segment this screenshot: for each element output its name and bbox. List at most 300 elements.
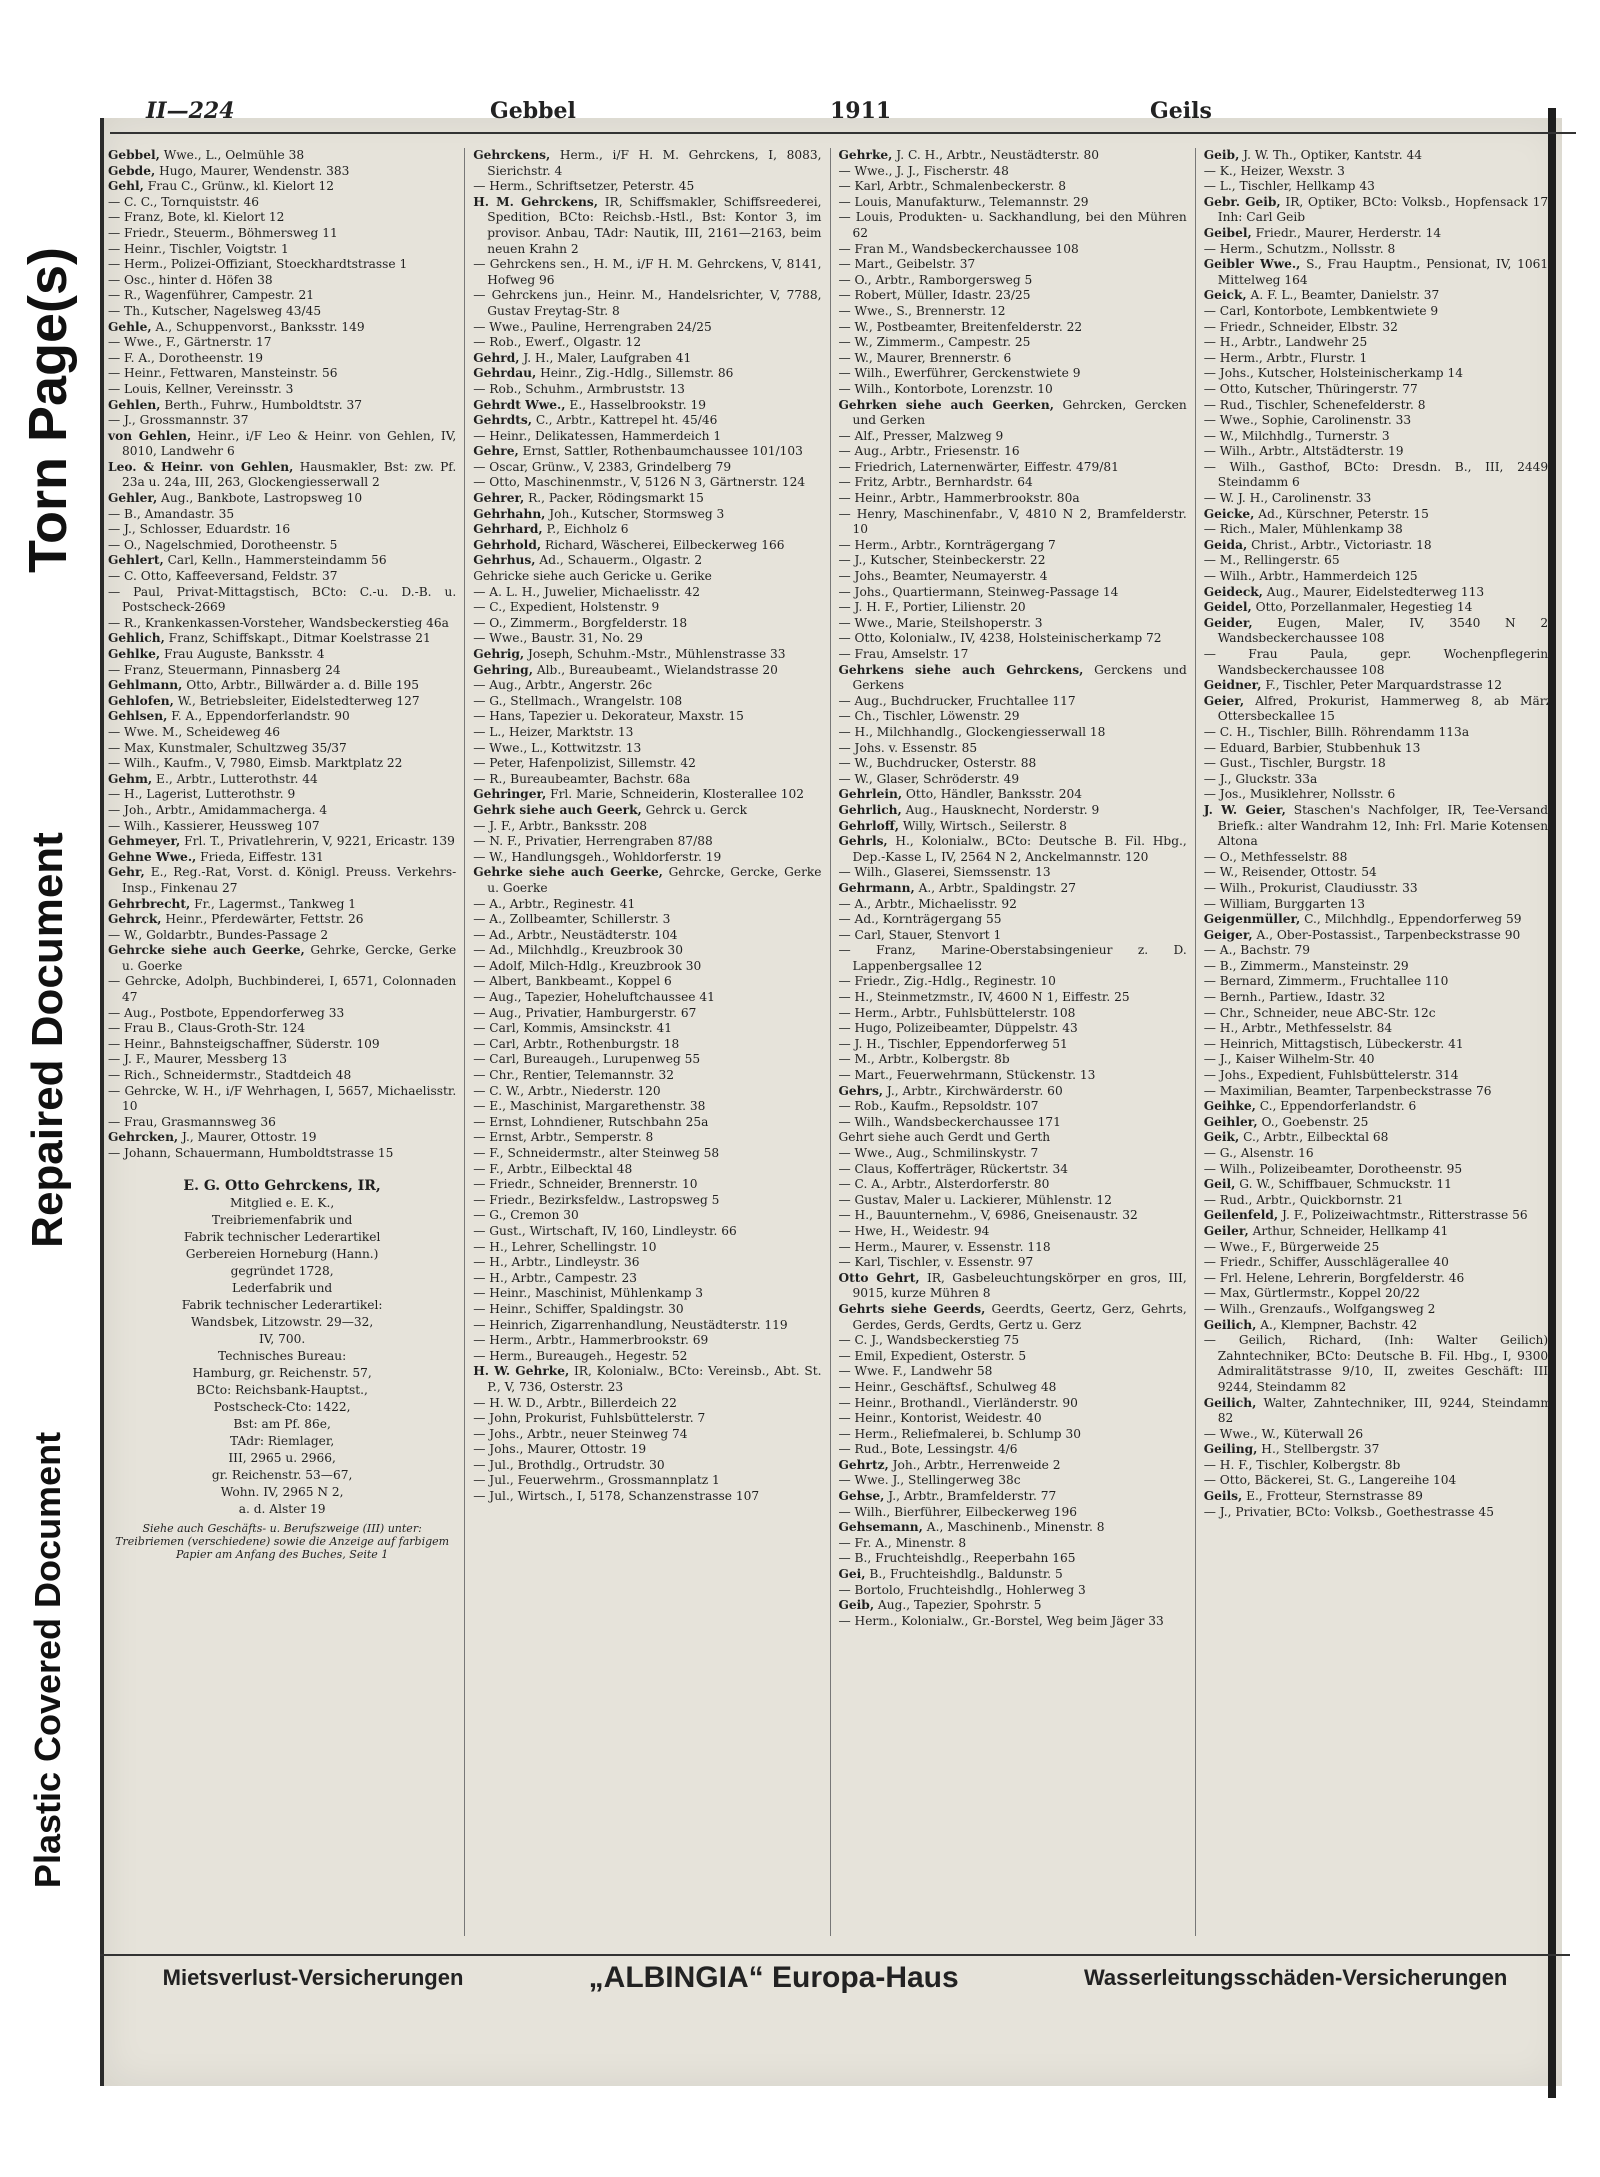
directory-entry: — Louis, Kellner, Vereinsstr. 3 bbox=[108, 381, 294, 396]
directory-entry: Gehsemann, A., Maschinenb., Minenstr. 8 bbox=[838, 1520, 1105, 1535]
directory-entry: — J., Gluckstr. 33a bbox=[1203, 771, 1318, 786]
directory-entry: — Heinrich, Mittagstisch, Lübeckerstr. 41 bbox=[1203, 1036, 1464, 1051]
directory-entry: — Wwe., W., Küterwall 26 bbox=[1203, 1426, 1364, 1441]
directory-entry: Gehlke, Frau Auguste, Banksstr. 4 bbox=[108, 647, 325, 661]
directory-entry: — Gehrcke, W. H., i/F Wehrhagen, I, 5657, Michaelisstr. 10 bbox=[108, 1083, 457, 1114]
directory-entry: Gehrdts, C., Arbtr., Kattrepel ht. 45/46 bbox=[473, 413, 718, 428]
directory-entry: — Th., Kutscher, Nagelsweg 43/45 bbox=[108, 303, 322, 318]
directory-entry: Geibler Wwe., S., Frau Hauptm., Pensionat, IV, 1061, Mittelweg 164 bbox=[1203, 257, 1553, 287]
directory-entry: — Alf., Presser, Malzweg 9 bbox=[838, 428, 1004, 443]
directory-entry: — F., Schneidermstr., alter Steinweg 58 bbox=[473, 1146, 720, 1160]
directory-entry: — Carl, Bureaugeh., Lurupenweg 55 bbox=[473, 1052, 701, 1067]
advertisement-line: Gerbereien Horneburg (Hann.) bbox=[185, 1246, 379, 1261]
directory-entry: — H. F., Tischler, Kolbergstr. 8b bbox=[1203, 1457, 1401, 1472]
directory-entry: — Henry, Maschinenfabr., V, 4810 N 2, Bramfelderstr. 10 bbox=[838, 506, 1187, 537]
advertisement-line: Lederfabrik und bbox=[232, 1280, 333, 1295]
directory-entry: — A. L. H., Juwelier, Michaelisstr. 42 bbox=[473, 584, 701, 599]
directory-entry: — B., Fruchteishdlg., Reeperbahn 165 bbox=[838, 1551, 1076, 1566]
directory-entry: Gehler, Aug., Bankbote, Lastropsweg 10 bbox=[108, 491, 363, 506]
page-number: II—224 bbox=[146, 98, 235, 124]
directory-entry: — G., Alsenstr. 16 bbox=[1203, 1146, 1314, 1160]
advertisement-title: E. G. Otto Gehrckens, IR, bbox=[183, 1177, 381, 1194]
directory-entry: — Carl, Stauer, Stenvort 1 bbox=[838, 927, 1002, 942]
directory-entry: — Wwe., F., Gärtnerstr. 17 bbox=[108, 335, 272, 350]
directory-entry: Geier, Alfred, Prokurist, Hammerweg 8, ab März Ottersbeckallee 15 bbox=[1203, 693, 1552, 724]
advertisement-line: Hamburg, gr. Reichenstr. 57, bbox=[192, 1365, 372, 1380]
directory-column-3 bbox=[831, 148, 1196, 1936]
directory-entry: — G., Cremon 30 bbox=[473, 1208, 579, 1223]
directory-entry: — W., Goldarbtr., Bundes-Passage 2 bbox=[108, 927, 329, 942]
directory-entry: — Mart., Geibelstr. 37 bbox=[838, 257, 976, 272]
directory-entry: — Frau, Grasmannsweg 36 bbox=[108, 1114, 276, 1129]
directory-entry: Gehrcken, J., Maurer, Ottostr. 19 bbox=[108, 1130, 317, 1145]
directory-entry: — J., Kutscher, Steinbeckerstr. 22 bbox=[838, 553, 1046, 568]
directory-entry: — Louis, Produkten- u. Sackhandlung, bei den Mühren 62 bbox=[838, 210, 1187, 240]
directory-entry: Gehrt siehe auch Gerdt und Gerth bbox=[838, 1130, 1051, 1145]
directory-entry: Gehrck, Heinr., Pferdewärter, Fettstr. 26 bbox=[108, 912, 364, 927]
directory-entry: H. M. Gehrckens, IR, Schiffsmakler, Schiffsreederei, Spedition, BCto: Reichsb.-Hstl., Bst: Kontor 3, im provisor. Anbau, TAdr: Nautik, III, 2161—2163, beim neuen Krahn 2 bbox=[473, 194, 822, 256]
advertisement-line: IV, 700. bbox=[258, 1331, 306, 1346]
torn-pages-text: Torn Page(s) bbox=[18, 246, 78, 574]
directory-entry: — Otto, Bäckerei, St. G., Langereihe 104 bbox=[1203, 1473, 1457, 1488]
directory-entry: — Otto, Maschinenmstr., V, 5126 N 3, Gärtnerstr. 124 bbox=[473, 475, 806, 490]
directory-entry: — H., Lehrer, Schellingstr. 10 bbox=[473, 1239, 657, 1254]
directory-entry: — Ch., Tischler, Löwenstr. 29 bbox=[838, 709, 1020, 724]
directory-entry: — Carl, Kontorbote, Lembkentwiete 9 bbox=[1203, 303, 1439, 318]
directory-entry: — Friedr., Schiffer, Ausschlägerallee 40 bbox=[1203, 1255, 1449, 1270]
directory-entry: — R., Wagenführer, Campestr. 21 bbox=[108, 288, 314, 303]
directory-entry: Geida, Christ., Arbtr., Victoriastr. 18 bbox=[1203, 537, 1432, 552]
torn-pages-label bbox=[8, 170, 88, 650]
directory-entry: — Wwe., F., Bürgerweide 25 bbox=[1203, 1239, 1380, 1254]
directory-entry: — W., Glaser, Schröderstr. 49 bbox=[838, 771, 1020, 786]
directory-entry: Gehrls, H., Kolonialw., BCto: Deutsche B. Fil. Hbg., Dep.-Kasse L, IV, 2564 N 2, Anckelmannstr. 120 bbox=[838, 834, 1187, 864]
directory-entry: — W., Postbeamter, Breitenfelderstr. 22 bbox=[838, 319, 1083, 334]
directory-entry: — E., Maschinist, Margarethenstr. 38 bbox=[473, 1099, 706, 1114]
directory-entry: — Heinr., Kontorist, Weidestr. 40 bbox=[838, 1411, 1042, 1426]
directory-entry: — Paul, Privat-Mittagstisch, BCto: C.-u. D.-B. u. Postscheck-2669 bbox=[108, 584, 457, 615]
directory-entry: — B., Amandastr. 35 bbox=[108, 506, 235, 521]
directory-entry: Gei, B., Fruchteishdlg., Baldunstr. 5 bbox=[838, 1567, 1063, 1582]
directory-entry: — Friedr., Steuerm., Böhmersweg 11 bbox=[108, 225, 338, 240]
directory-entry: — Herm., Kolonialw., Gr.-Borstel, Weg beim Jäger 33 bbox=[838, 1613, 1164, 1628]
repaired-document-label bbox=[8, 760, 88, 1320]
header-left-word: Gebbel bbox=[490, 98, 576, 124]
directory-entry: — Wilh., Glaserei, Siemssenstr. 13 bbox=[838, 865, 1051, 880]
directory-entry: — Johs., Beamter, Neumayerstr. 4 bbox=[838, 569, 1048, 584]
directory-entry: — Chr., Schneider, neue ABC-Str. 12c bbox=[1203, 1005, 1436, 1020]
directory-entry: Geilich, A., Klempner, Bachstr. 42 bbox=[1203, 1317, 1418, 1332]
directory-entry: Gehrig, Joseph, Schuhm.-Mstr., Mühlenstrasse 33 bbox=[473, 647, 786, 661]
directory-entry: — Wwe., Sophie, Carolinenstr. 33 bbox=[1203, 413, 1412, 428]
directory-entry: — Ernst, Lohndiener, Rutschbahn 25a bbox=[473, 1114, 709, 1129]
directory-entry: — Heinr., Arbtr., Hammerbrookstr. 80a bbox=[838, 491, 1080, 506]
directory-entry: — Friedr., Schneider, Brennerstr. 10 bbox=[473, 1177, 698, 1192]
advertisement-line: Mitglied e. E. K., bbox=[230, 1195, 335, 1210]
directory-entry: Gehle, A., Schuppenvorst., Banksstr. 149 bbox=[108, 319, 365, 334]
directory-entry: — Adolf, Milch-Hdlg., Kreuzbrook 30 bbox=[473, 958, 702, 973]
directory-entry: Gehne Wwe., Frieda, Eiffestr. 131 bbox=[108, 849, 324, 864]
advertisement-line: gegründet 1728, bbox=[230, 1263, 334, 1278]
directory-entry: — O., Methfesselstr. 88 bbox=[1203, 849, 1348, 864]
directory-entry: — Ad., Milchhdlg., Kreuzbrook 30 bbox=[473, 943, 683, 958]
directory-entry: Geidner, F., Tischler, Peter Marquardstrasse 12 bbox=[1203, 678, 1502, 693]
directory-entry: — J. F., Maurer, Messberg 13 bbox=[108, 1052, 288, 1067]
directory-entry: — Herm., Maurer, v. Essenstr. 118 bbox=[838, 1239, 1051, 1254]
directory-entry: Gehrer, R., Packer, Rödingsmarkt 15 bbox=[473, 491, 704, 506]
directory-entry: Gehrken siehe auch Geerken, Gehrcken, Gercken und Gerken bbox=[838, 397, 1187, 428]
advertisement-line: Postscheck-Cto: 1422, bbox=[213, 1399, 351, 1414]
directory-entry: — Chr., Rentier, Telemannstr. 32 bbox=[473, 1068, 674, 1083]
directory-entry: — J., Privatier, BCto: Volksb., Goethestrasse 45 bbox=[1203, 1504, 1494, 1519]
directory-entry: — Wwe., S., Brennerstr. 12 bbox=[838, 303, 1006, 318]
directory-entry: Gehlen, Berth., Fuhrw., Humboldtstr. 37 bbox=[108, 397, 363, 412]
directory-entry: — W. J. H., Carolinenstr. 33 bbox=[1203, 491, 1372, 506]
directory-entry: Geider, Eugen, Maler, IV, 3540 N 2, Wandsbeckerchaussee 108 bbox=[1203, 615, 1552, 646]
directory-entry: Gehrkens siehe auch Gehrckens, Gerckens und Gerkens bbox=[838, 662, 1187, 693]
directory-entry: Gehrhus, Ad., Schauerm., Olgastr. 2 bbox=[473, 553, 703, 568]
directory-entry: — Rich., Schneidermstr., Stadtdeich 48 bbox=[108, 1068, 352, 1083]
directory-column-4 bbox=[1196, 148, 1560, 1936]
directory-entry: Gehrke siehe auch Geerke, Gehrcke, Gercke, Gerke u. Goerke bbox=[473, 865, 822, 895]
directory-entry: — Herm., Bureaugeh., Hegestr. 52 bbox=[473, 1348, 688, 1363]
directory-entry: — J., Schlosser, Eduardstr. 16 bbox=[108, 522, 291, 537]
directory-entry: — C. H., Tischler, Billh. Röhrendamm 113a bbox=[1203, 724, 1470, 739]
directory-entry: — Gustav, Maler u. Lackierer, Mühlenstr. 12 bbox=[838, 1192, 1112, 1207]
directory-entry: — Heinr., Bahnsteigschaffner, Süderstr. 109 bbox=[108, 1036, 380, 1051]
directory-entry: — H., Arbtr., Methfesselstr. 84 bbox=[1203, 1021, 1393, 1036]
directory-entry: — Rud., Tischler, Schenefelderstr. 8 bbox=[1203, 397, 1426, 412]
directory-entry: — Louis, Manufakturw., Telemannstr. 29 bbox=[838, 194, 1089, 209]
directory-entry: — Wwe. F., Landwehr 58 bbox=[838, 1364, 993, 1379]
plastic-covered-label bbox=[8, 1380, 88, 1940]
advertisement-line: Treibriemenfabrik und bbox=[211, 1212, 353, 1227]
directory-entry: — Wwe., Aug., Schmilinskystr. 7 bbox=[838, 1146, 1039, 1160]
directory-entry: — G., Stellmach., Wrangelstr. 108 bbox=[473, 693, 683, 708]
footer-left-ad: Mietsverlust-Versicherungen bbox=[162, 1965, 464, 1990]
directory-entry: — O., Zimmerm., Borgfelderstr. 18 bbox=[473, 615, 688, 630]
directory-entry: — H., Steinmetzmstr., IV, 4600 N 1, Eiffestr. 25 bbox=[838, 990, 1130, 1005]
directory-entry: — Frau B., Claus-Groth-Str. 124 bbox=[108, 1021, 306, 1036]
directory-entry: — Wwe., J. J., Fischerstr. 48 bbox=[838, 163, 1009, 178]
directory-entry: Geik, C., Arbtr., Eilbecktal 68 bbox=[1203, 1130, 1389, 1145]
directory-entry: — Hans, Tapezier u. Dekorateur, Maxstr. 15 bbox=[473, 709, 744, 724]
directory-entry: Gehrdau, Heinr., Zig.-Hdlg., Sillemstr. 86 bbox=[473, 366, 734, 381]
directory-entry: — Rud., Arbtr., Quickbornstr. 21 bbox=[1203, 1192, 1404, 1207]
directory-entry: Gebde, Hugo, Maurer, Wendenstr. 383 bbox=[108, 163, 350, 178]
directory-entry: — Frau, Amselstr. 17 bbox=[838, 647, 969, 661]
page-footer bbox=[100, 1954, 1570, 2000]
directory-entry: Geideck, Aug., Maurer, Eidelstedterweg 113 bbox=[1203, 584, 1485, 599]
directory-entry: Gehm, E., Arbtr., Lutterothstr. 44 bbox=[108, 771, 318, 786]
directory-entry: — Heinr., Schiffer, Spaldingstr. 30 bbox=[473, 1301, 684, 1316]
directory-entry: — Franz, Marine-Oberstabsingenieur z. D. Lappenbergsallee 12 bbox=[838, 943, 1187, 973]
directory-entry: Gehmeyer, Frl. T., Privatlehrerin, V, 9221, Ericastr. 139 bbox=[108, 834, 455, 849]
directory-entry: — H., Bauunternehm., V, 6986, Gneisenaustr. 32 bbox=[838, 1208, 1138, 1223]
advertisement-line: gr. Reichenstr. 53—67, bbox=[211, 1467, 353, 1482]
directory-entry: — Claus, Kofferträger, Rückertstr. 34 bbox=[838, 1161, 1069, 1176]
directory-entry: — J., Grossmannstr. 37 bbox=[108, 413, 249, 428]
directory-entry: — Wilh., Prokurist, Claudiusstr. 33 bbox=[1203, 880, 1418, 895]
directory-entry: — Jul., Feuerwehrm., Grossmannplatz 1 bbox=[473, 1473, 720, 1488]
directory-entry: Gehrlein, Otto, Händler, Banksstr. 204 bbox=[838, 787, 1083, 802]
directory-entry: — Herm., Arbtr., Kornträgergang 7 bbox=[838, 537, 1056, 552]
directory-entry: — Friedrich, Laternenwärter, Eiffestr. 479/81 bbox=[838, 459, 1119, 474]
directory-entry: — Jul., Wirtsch., I, 5178, Schanzenstrasse 107 bbox=[473, 1489, 760, 1504]
directory-entry: — Wwe., Pauline, Herrengraben 24/25 bbox=[473, 319, 712, 334]
directory-entry: Gehrs, J., Arbtr., Kirchwärderstr. 60 bbox=[838, 1083, 1063, 1098]
directory-entry: — Gehrckens sen., H. M., i/F H. M. Gehrckens, V, 8141, Hofweg 96 bbox=[473, 257, 822, 287]
directory-entry: Gehringer, Frl. Marie, Schneiderin, Klosterallee 102 bbox=[473, 787, 804, 802]
directory-entry: — A., Bachstr. 79 bbox=[1203, 943, 1311, 958]
directory-entry: Gehrloff, Willy, Wirtsch., Seilerstr. 8 bbox=[838, 818, 1067, 833]
directory-entry: J. W. Geier, Staschen's Nachfolger, IR, Tee-Versand, Briefk.: alter Wandrahm 12, Inh: Frl. Marie Kotensen, Altona bbox=[1203, 802, 1552, 849]
directory-entry: — Wwe., Marie, Steilshoperstr. 3 bbox=[838, 615, 1043, 630]
plastic-covered-text: Plastic Covered Document bbox=[27, 1431, 69, 1889]
directory-entry: — Franz, Steuermann, Pinnasberg 24 bbox=[108, 662, 341, 677]
directory-entry: — Carl, Arbtr., Rothenburgstr. 18 bbox=[473, 1036, 680, 1051]
directory-entry: Geick, A. F. L., Beamter, Danielstr. 37 bbox=[1203, 288, 1440, 303]
directory-entry: — Wilh., Wandsbeckerchaussee 171 bbox=[838, 1114, 1061, 1129]
directory-entry: Gehrk siehe auch Geerk, Gehrck u. Gerck bbox=[473, 802, 747, 817]
directory-entry: — Aug., Arbtr., Angerstr. 26c bbox=[473, 678, 653, 693]
directory-entry: Geibel, Friedr., Maurer, Herderstr. 14 bbox=[1203, 225, 1442, 240]
directory-entry: — Herm., Schriftsetzer, Peterstr. 45 bbox=[473, 179, 695, 194]
directory-entry: Gehlert, Carl, Kelln., Hammersteindamm 56 bbox=[108, 553, 387, 568]
directory-entry: — Wilh., Ewerführer, Gerckenstwiete 9 bbox=[838, 366, 1081, 381]
directory-entry: Geicke, Ad., Kürschner, Peterstr. 15 bbox=[1203, 506, 1429, 521]
directory-entry: — Aug., Buchdrucker, Fruchtallee 117 bbox=[838, 693, 1076, 708]
directory-entry: — Fr. A., Minenstr. 8 bbox=[838, 1535, 967, 1550]
directory-entry: — Emil, Expedient, Osterstr. 5 bbox=[838, 1348, 1027, 1363]
directory-entry: — W., Buchdrucker, Osterstr. 88 bbox=[838, 756, 1037, 771]
directory-entry: — Rich., Maler, Mühlenkamp 38 bbox=[1203, 522, 1403, 537]
directory-entry: — Rob., Schuhm., Armbruststr. 13 bbox=[473, 381, 685, 396]
directory-entry: — A., Zollbeamter, Schillerstr. 3 bbox=[473, 912, 671, 927]
directory-entry: — Peter, Hafenpolizist, Sillemstr. 42 bbox=[473, 756, 696, 771]
directory-entry: — Wwe., Baustr. 31, No. 29 bbox=[473, 631, 643, 646]
directory-entry: — Otto, Kutscher, Thüringerstr. 77 bbox=[1203, 381, 1418, 396]
directory-entry: — John, Prokurist, Fuhlsbüttelerstr. 7 bbox=[473, 1411, 706, 1426]
directory-entry: — Jos., Musiklehrer, Nollsstr. 6 bbox=[1203, 787, 1396, 802]
directory-entry: — Herm., Arbtr., Hammerbrookstr. 69 bbox=[473, 1333, 709, 1348]
directory-entry: — Heinr., Maschinist, Mühlenkamp 3 bbox=[473, 1286, 704, 1301]
directory-entry: Gehrmann, A., Arbtr., Spaldingstr. 27 bbox=[838, 880, 1076, 895]
directory-entry: — C. J., Wandsbeckerstieg 75 bbox=[838, 1333, 1020, 1348]
repaired-document-text: Repaired Document bbox=[23, 832, 73, 1248]
directory-entry: Gehrdt Wwe., E., Hasselbrookstr. 19 bbox=[473, 397, 707, 412]
directory-entry: — Ad., Arbtr., Neustädterstr. 104 bbox=[473, 927, 678, 942]
directory-entry: — J. H. F., Portier, Lilienstr. 20 bbox=[838, 600, 1026, 615]
directory-entry: Geils, E., Frotteur, Sternstrasse 89 bbox=[1203, 1489, 1423, 1504]
directory-entry: — Albert, Bankbeamt., Koppel 6 bbox=[473, 974, 672, 989]
directory-entry: Gehre, Ernst, Sattler, Rothenbaumchaussee 101/103 bbox=[473, 444, 803, 459]
scan-label-strip bbox=[0, 0, 110, 2177]
directory-entry: — O., Nagelschmied, Dorotheenstr. 5 bbox=[108, 537, 338, 552]
directory-entry: Geihler, O., Goebenstr. 25 bbox=[1203, 1114, 1369, 1129]
directory-entry: — Wilh., Arbtr., Hammerdeich 125 bbox=[1203, 569, 1418, 584]
directory-entry: Geiler, Arthur, Schneider, Hellkamp 41 bbox=[1203, 1223, 1449, 1238]
directory-entry: — Maximilian, Beamter, Tarpenbeckstrasse 76 bbox=[1203, 1083, 1492, 1098]
directory-entry: — Heinr., Brothandl., Vierländerstr. 90 bbox=[838, 1395, 1078, 1410]
directory-entry: Gehr, E., Reg.-Rat, Vorst. d. Königl. Preuss. Verkehrs-Insp., Finkenau 27 bbox=[108, 865, 457, 895]
directory-entry: — Wwe. J., Stellingerweg 38c bbox=[838, 1473, 1021, 1488]
advertisement-line: Bst: am Pf. 86e, bbox=[233, 1416, 331, 1431]
footer-center-ad: „ALBINGIA“ Europa-Haus bbox=[588, 1961, 959, 1994]
directory-entry: — Hugo, Polizeibeamter, Düppelstr. 43 bbox=[838, 1021, 1078, 1036]
directory-entry: — Johs., Quartiermann, Steinweg-Passage 14 bbox=[838, 584, 1119, 599]
directory-entry: — Wwe. M., Scheideweg 46 bbox=[108, 724, 281, 739]
advertisement-line: Siehe auch Geschäfts- u. Berufszweige (III) unter: Treibriemen (verschiedene) sowie die Anzeige auf farbigem Papier am Anfang des Buches, Seite 1 bbox=[115, 1521, 450, 1561]
directory-entry: — Johs., Kutscher, Holsteinischerkamp 14 bbox=[1203, 366, 1463, 381]
directory-entry: — Wilh., Arbtr., Altstädterstr. 19 bbox=[1203, 444, 1404, 459]
directory-entry: — Gehrcke, Adolph, Buchbinderei, I, 6571, Colonnaden 47 bbox=[108, 974, 457, 1005]
directory-entry: — A., Arbtr., Reginestr. 41 bbox=[473, 896, 636, 911]
directory-entry: — M., Arbtr., Kolbergstr. 8b bbox=[838, 1052, 1010, 1067]
directory-entry: — L., Tischler, Hellkamp 43 bbox=[1203, 179, 1375, 194]
directory-entry: — Aug., Postbote, Eppendorferweg 33 bbox=[108, 1005, 345, 1020]
directory-entry: — Eduard, Barbier, Stubbenhuk 13 bbox=[1203, 740, 1421, 755]
directory-entry: — M., Rellingerstr. 65 bbox=[1203, 553, 1340, 568]
directory-entry: — H. W. D., Arbtr., Billerdeich 22 bbox=[473, 1395, 677, 1410]
directory-entry: — Rob., Kaufm., Repsoldstr. 107 bbox=[838, 1099, 1039, 1114]
directory-entry: — W., Milchhdlg., Turnerstr. 3 bbox=[1203, 428, 1390, 443]
directory-entry: — W., Maurer, Brennerstr. 6 bbox=[838, 350, 1012, 365]
advertisement-line: Fabrik technischer Lederartikel bbox=[183, 1229, 381, 1244]
directory-entry: Gehrtz, Joh., Arbtr., Herrenweide 2 bbox=[838, 1457, 1061, 1472]
directory-entry: Geiger, A., Ober-Postassist., Tarpenbeckstrasse 90 bbox=[1203, 927, 1521, 942]
directory-entry: — Mart., Feuerwehrmann, Stückenstr. 13 bbox=[838, 1068, 1096, 1083]
directory-entry: — Herm., Arbtr., Flurstr. 1 bbox=[1203, 350, 1368, 365]
directory-entry: — K., Heizer, Wexstr. 3 bbox=[1203, 163, 1345, 178]
directory-entry: — Ernst, Arbtr., Semperstr. 8 bbox=[473, 1130, 654, 1145]
directory-entry: — C. A., Arbtr., Alsterdorferstr. 80 bbox=[838, 1177, 1050, 1192]
directory-entry: Geiling, H., Stellbergstr. 37 bbox=[1203, 1442, 1380, 1457]
directory-entry: — Otto, Kolonialw., IV, 4238, Holsteinischerkamp 72 bbox=[838, 631, 1162, 646]
directory-entry: — Wilh., Kaufm., V, 7980, Eimsb. Marktplatz 22 bbox=[108, 756, 403, 771]
directory-entry: — Gust., Tischler, Burgstr. 18 bbox=[1203, 756, 1386, 771]
directory-entry: — Franz, Bote, kl. Kielort 12 bbox=[108, 210, 285, 225]
directory-entry: Geil, G. W., Schiffbauer, Schmuckstr. 11 bbox=[1203, 1177, 1452, 1192]
directory-entry: Geib, Aug., Tapezier, Spohrstr. 5 bbox=[838, 1598, 1042, 1613]
directory-entry: Geidel, Otto, Porzellanmaler, Hegestieg 14 bbox=[1203, 600, 1473, 615]
directory-entry: — Rob., Ewerf., Olgastr. 12 bbox=[473, 335, 642, 350]
header-right-word: Geils bbox=[1150, 98, 1212, 124]
directory-entry: — Wilh., Bierführer, Eilbeckerweg 196 bbox=[838, 1504, 1078, 1519]
directory-entry: — Heinr., Delikatessen, Hammerdeich 1 bbox=[473, 428, 722, 443]
directory-entry: — Friedr., Bezirksfeldw., Lastropsweg 5 bbox=[473, 1192, 720, 1207]
directory-entry: Gehlich, Franz, Schiffskapt., Ditmar Koelstrasse 21 bbox=[108, 631, 431, 646]
page-header bbox=[110, 92, 1576, 134]
directory-entry: — William, Burggarten 13 bbox=[1203, 896, 1365, 911]
directory-entry: — Oscar, Grünw., V, 2383, Grindelberg 79 bbox=[473, 459, 732, 474]
directory-entry: Geihke, C., Eppendorferlandstr. 6 bbox=[1203, 1099, 1417, 1114]
directory-entry: H. W. Gehrke, IR, Kolonialw., BCto: Vereinsb., Abt. St. P., V, 736, Osterstr. 23 bbox=[473, 1364, 822, 1394]
directory-entry: — Herm., Arbtr., Fuhlsbüttelerstr. 108 bbox=[838, 1005, 1076, 1020]
directory-entry: Geilenfeld, J. F., Polizeiwachtmstr., Ritterstrasse 56 bbox=[1203, 1208, 1528, 1223]
directory-entry: — Wilh., Polizeibeamter, Dorotheenstr. 95 bbox=[1203, 1161, 1463, 1176]
directory-entry: von Gehlen, Heinr., i/F Leo & Heinr. von Gehlen, IV, 8010, Landwehr 6 bbox=[108, 428, 457, 459]
directory-entry: Gehse, J., Arbtr., Bramfelderstr. 77 bbox=[838, 1489, 1057, 1504]
directory-entry: Gehring, Alb., Bureaubeamt., Wielandstrasse 20 bbox=[473, 662, 778, 677]
directory-entry: — Aug., Tapezier, Hoheluftchaussee 41 bbox=[473, 990, 715, 1005]
directory-entry: — R., Bureaubeamter, Bachstr. 68a bbox=[473, 771, 691, 786]
directory-entry: — Herm., Reliefmalerei, b. Schlump 30 bbox=[838, 1426, 1081, 1441]
directory-entry: — C. Otto, Kaffeeversand, Feldstr. 37 bbox=[108, 569, 338, 584]
directory-entry: — H., Arbtr., Lindleystr. 36 bbox=[473, 1255, 640, 1270]
directory-entry: — H., Arbtr., Campestr. 23 bbox=[473, 1270, 638, 1285]
directory-entry: — Herm., Polizei-Offiziant, Stoeckhardtstrasse 1 bbox=[108, 257, 408, 272]
directory-entry: Gehlofen, W., Betriebsleiter, Eidelstedterweg 127 bbox=[108, 693, 420, 708]
directory-entry: — Johs., Maurer, Ottostr. 19 bbox=[473, 1442, 647, 1457]
directory-columns bbox=[100, 148, 1560, 1936]
directory-column-2 bbox=[465, 148, 830, 1936]
directory-entry: — Aug., Arbtr., Friesenstr. 16 bbox=[838, 444, 1020, 459]
directory-entry: Gehlsen, F. A., Eppendorferlandstr. 90 bbox=[108, 709, 350, 724]
directory-entry: Gebr. Geib, IR, Optiker, BCto: Volksb., Hopfensack 17, Inh: Carl Geib bbox=[1203, 194, 1552, 225]
directory-entry: — Johs., Expedient, Fuhlsbüttelerstr. 314 bbox=[1203, 1068, 1459, 1083]
directory-entry: Gehrhard, P., Eichholz 6 bbox=[473, 522, 629, 537]
directory-entry: — Rud., Bote, Lessingstr. 4/6 bbox=[838, 1442, 1018, 1457]
directory-entry: — Johs. v. Essenstr. 85 bbox=[838, 740, 978, 755]
directory-entry: — Wwe., L., Kottwitzstr. 13 bbox=[473, 740, 642, 755]
directory-entry: Gehl, Frau C., Grünw., kl. Kielort 12 bbox=[108, 179, 335, 194]
directory-entry: Gehrts siehe Geerds, Geerdts, Geertz, Gerz, Gehrts, Gerdes, Gerds, Gerdts, Gertz u. Gerz bbox=[838, 1301, 1187, 1332]
directory-entry: — Friedr., Zig.-Hdlg., Reginestr. 10 bbox=[838, 974, 1056, 989]
directory-entry: — L., Heizer, Marktstr. 13 bbox=[473, 724, 634, 739]
advertisement-line: Wohn. IV, 2965 N 2, bbox=[220, 1484, 344, 1499]
directory-entry: Leo. & Heinr. von Gehlen, Hausmakler, Bst: zw. Pf. 23a u. 24a, III, 263, Glockengiesserwall 2 bbox=[108, 459, 457, 490]
directory-entry: — Herm., Schutzm., Nollsstr. 8 bbox=[1203, 241, 1396, 256]
directory-entry: — Wilh., Gasthof, BCto: Dresdn. B., III, 2449, Steindamm 6 bbox=[1203, 459, 1552, 490]
directory-entry: — Gehrckens jun., Heinr. M., Handelsrichter, V, 7788, Gustav Freytag-Str. 8 bbox=[473, 288, 822, 318]
directory-entry: — Osc., hinter d. Höfen 38 bbox=[108, 272, 273, 287]
directory-entry: — W., Zimmerm., Campestr. 25 bbox=[838, 335, 1031, 350]
directory-entry: — Johann, Schauermann, Humboldtstrasse 15 bbox=[108, 1146, 394, 1160]
advertisement-line: BCto: Reichsbank-Hauptst., bbox=[196, 1382, 368, 1397]
directory-entry: — H., Milchhandlg., Glockengiesserwall 18 bbox=[838, 724, 1106, 739]
advertisement-line: Wandsbek, Litzowstr. 29—32, bbox=[190, 1314, 374, 1329]
directory-entry: — Friedr., Schneider, Elbstr. 32 bbox=[1203, 319, 1398, 334]
directory-entry: — Wilh., Kassierer, Heussweg 107 bbox=[108, 818, 320, 833]
directory-entry: — Max, Gürtlermstr., Koppel 20/22 bbox=[1203, 1286, 1421, 1301]
directory-entry: — Wilh., Kontorbote, Lorenzstr. 10 bbox=[838, 381, 1053, 396]
advertisement-line: Fabrik technischer Lederartikel: bbox=[181, 1297, 383, 1312]
directory-entry: — Johs., Arbtr., neuer Steinweg 74 bbox=[473, 1426, 688, 1441]
directory-entry: Gehricke siehe auch Gericke u. Gerike bbox=[473, 569, 712, 584]
directory-entry: — Heinr., Fettwaren, Mansteinstr. 56 bbox=[108, 366, 338, 381]
directory-entry: — Max, Kunstmaler, Schultzweg 35/37 bbox=[108, 740, 347, 755]
directory-entry: — A., Arbtr., Michaelisstr. 92 bbox=[838, 896, 1017, 911]
directory-entry: Gehrcke siehe auch Geerke, Gehrke, Gercke, Gerke u. Goerke bbox=[108, 943, 457, 973]
gehrckens-advertisement bbox=[108, 1172, 456, 1567]
directory-entry: — F. A., Dorotheenstr. 19 bbox=[108, 350, 263, 365]
directory-entry: Geilich, Walter, Zahntechniker, III, 9244, Steindamm 82 bbox=[1203, 1395, 1552, 1426]
directory-entry: — H., Arbtr., Landwehr 25 bbox=[1203, 335, 1368, 350]
directory-entry: — J. H., Tischler, Eppendorferweg 51 bbox=[838, 1036, 1068, 1051]
directory-entry: — N. F., Privatier, Herrengraben 87/88 bbox=[473, 834, 713, 849]
directory-entry: — Aug., Privatier, Hamburgerstr. 67 bbox=[473, 1005, 697, 1020]
directory-entry: — C. C., Tornquiststr. 46 bbox=[108, 194, 260, 209]
directory-entry: — H., Lagerist, Lutterothstr. 9 bbox=[108, 787, 296, 802]
directory-entry: — Carl, Kommis, Amsinckstr. 41 bbox=[473, 1021, 672, 1036]
directory-entry: Gehrke, J. C. H., Arbtr., Neustädterstr. 80 bbox=[838, 148, 1100, 162]
directory-entry: — W., Reisender, Ottostr. 54 bbox=[1203, 865, 1377, 880]
directory-column-1 bbox=[100, 148, 465, 1936]
directory-entry: — W., Handlungsgeh., Wohldorferstr. 19 bbox=[473, 849, 722, 864]
directory-entry: Gehrlich, Aug., Hausknecht, Norderstr. 9 bbox=[838, 802, 1100, 817]
directory-entry: Otto Gehrt, IR, Gasbeleuchtungskörper en gros, III, 9015, kurze Mühren 8 bbox=[838, 1270, 1187, 1301]
